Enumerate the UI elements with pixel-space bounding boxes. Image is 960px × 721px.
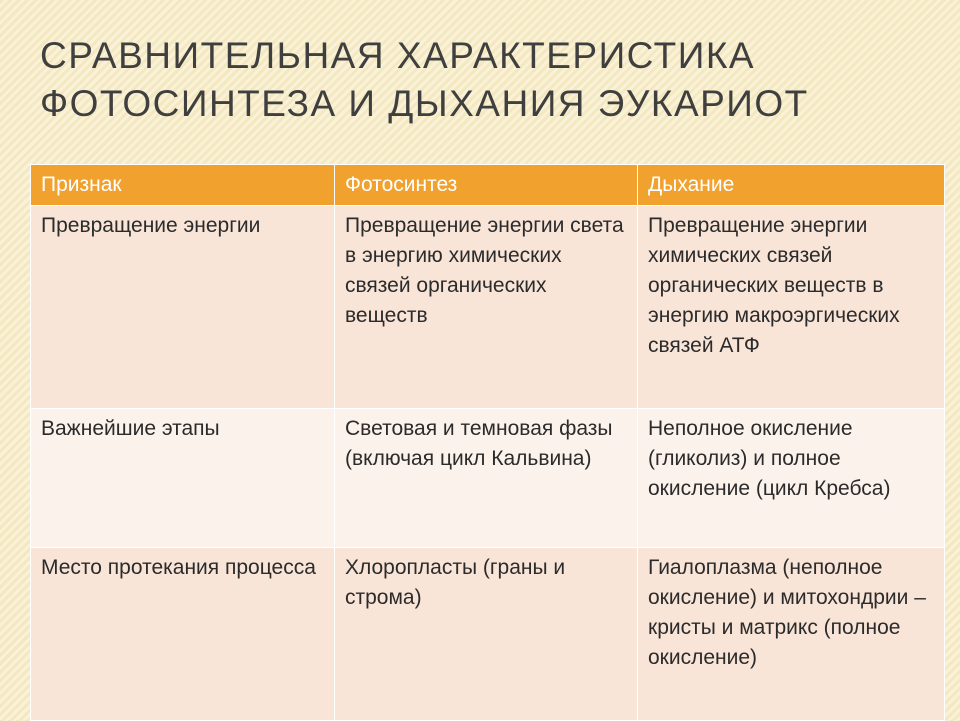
slide-title	[40, 32, 930, 128]
comparison-table	[30, 164, 945, 721]
table-cell-photosynthesis: Световая и темновая фазы (включая цикл Кальвина)	[335, 409, 638, 548]
slide-title-line-2: ФОТОСИНТЕЗА И ДЫХАНИЯ ЭУКАРИОТ	[40, 83, 809, 124]
header-cell-respiration: Дыхание	[638, 165, 945, 206]
table-row	[31, 548, 945, 721]
table-cell-feature: Важнейшие этапы	[31, 409, 335, 548]
table-cell-feature: Место протекания процесса	[31, 548, 335, 721]
table-cell-photosynthesis: Хлоропласты (граны и строма)	[335, 548, 638, 721]
table-cell-respiration: Неполное окисление (гликолиз) и полное окисление (цикл Кребса)	[638, 409, 945, 548]
table-row	[31, 409, 945, 548]
table-cell-respiration: Гиалоплазма (неполное окисление) и митохондрии – кристы и матрикс (полное окисление)	[638, 548, 945, 721]
table-header-row	[31, 165, 945, 206]
table-cell-respiration: Превращение энергии химических связей органических веществ в энергию макроэргических связей АТФ	[638, 206, 945, 409]
table-cell-photosynthesis: Превращение энергии света в энергию химических связей органических веществ	[335, 206, 638, 409]
header-cell-feature: Признак	[31, 165, 335, 206]
slide-title-line-1: СРАВНИТЕЛЬНАЯ ХАРАКТЕРИСТИКА	[40, 35, 756, 76]
header-cell-photosynthesis: Фотосинтез	[335, 165, 638, 206]
table-cell-feature: Превращение энергии	[31, 206, 335, 409]
table-row	[31, 206, 945, 409]
